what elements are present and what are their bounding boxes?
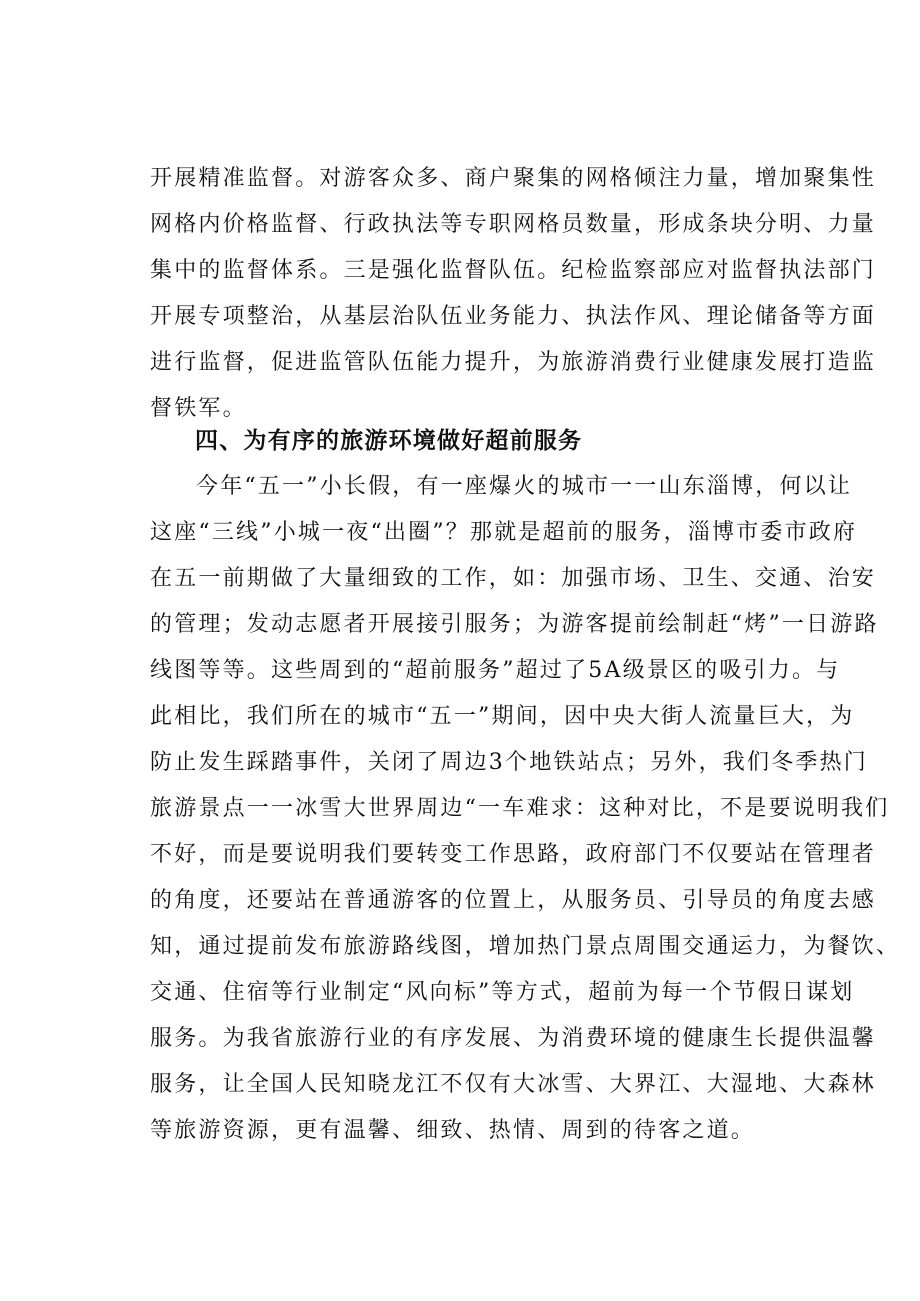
text-line: 进行监督，促进监管队伍能力提升，为旅游消费行业健康发展打造监 — [150, 350, 877, 375]
text-line: 等旅游资源，更有温馨、细致、热情、周到的待客之道。 — [150, 1118, 756, 1143]
text-line: 服务，让全国人民知晓龙江不仅有大冰雪、大界江、大湿地、大森林 — [150, 1072, 877, 1097]
text-line: 在五一前期做了大量细致的工作，如：加强市场、卫生、交通、治安 — [150, 566, 877, 591]
text-line: 今年“五一”小长假，有一座爆火的城市一一山东淄博，何以让 — [196, 474, 853, 499]
text-line: 此相比，我们所在的城市“五一”期间，因中央大街人流量巨大，为 — [150, 704, 855, 729]
text-line: 不好，而是要说明我们要转变工作思路，政府部门不仅要站在管理者 — [150, 842, 877, 867]
text-line: 督铁军。 — [150, 396, 247, 421]
text-line: 集中的监督体系。三是强化监督队伍。纪检监察部应对监督执法部门 — [150, 258, 877, 283]
text-line: 交通、住宿等行业制定“风向标”等方式，超前为每一个节假日谋划 — [150, 980, 855, 1005]
text-line: 服务。为我省旅游行业的有序发展、为消费环境的健康生长提供温馨 — [150, 1026, 877, 1051]
section-heading: 四、为有序的旅游环境做好超前服务 — [195, 428, 583, 454]
text-line: 的角度，还要站在普通游客的位置上，从服务员、引导员的角度去感 — [150, 888, 877, 913]
text-line: 防止发生踩踏事件，关闭了周边3个地铁站点；另外，我们冬季热门 — [150, 750, 868, 775]
text-line: 知，通过提前发布旅游路线图，增加热门景点周围交通运力，为餐饮、 — [150, 934, 901, 959]
text-line: 的管理；发动志愿者开展接引服务；为游客提前绘制赶“烤”一日游路 — [150, 612, 879, 637]
text-line: 开展精准监督。对游客众多、商户聚集的网格倾注力量，增加聚集性 — [150, 166, 877, 191]
text-line: 旅游景点一一冰雪大世界周边“一车难求：这种对比，不是要说明我们 — [150, 796, 890, 821]
text-line: 开展专项整治，从基层治队伍业务能力、执法作风、理论储备等方面 — [150, 304, 877, 329]
text-line: 网格内价格监督、行政执法等专职网格员数量，形成条块分明、力量 — [150, 212, 877, 237]
text-line: 线图等等。这些周到的“超前服务”超过了5A级景区的吸引力。与 — [150, 658, 841, 683]
text-line: 这座“三线”小城一夜“出圈”？那就是超前的服务，淄博市委市政府 — [150, 520, 858, 545]
